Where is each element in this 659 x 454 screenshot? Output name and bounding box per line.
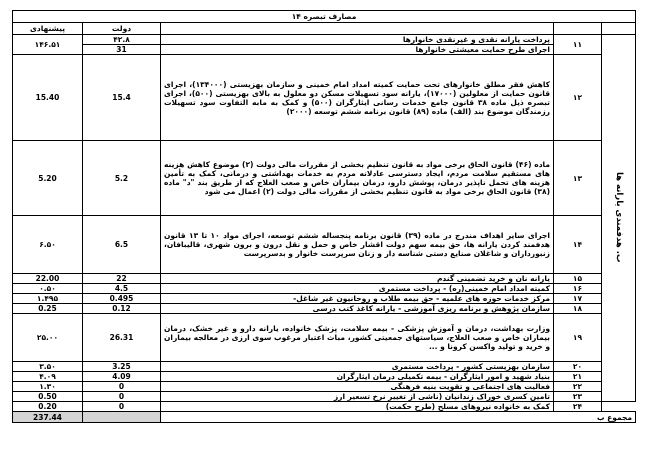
government-value: 3.25 — [83, 362, 161, 372]
proposal-value: ۴.۰۹ — [13, 372, 83, 382]
row-number: ۱۲ — [554, 55, 602, 141]
proposal-value: ۱.۴۹۵ — [13, 294, 83, 304]
government-value: ۴۲.۸ — [83, 35, 161, 45]
header-row — [13, 23, 636, 35]
government-value: 4.09 — [83, 372, 161, 382]
row-description: مرکز خدمات حوزه های علمیه - حق بیمه طلاب و روحانیون غیر شاغل- — [161, 294, 554, 304]
proposal-value: ۶.۵۰ — [13, 216, 83, 274]
government-value: 0 — [83, 402, 161, 412]
government-value: 0.495 — [83, 294, 161, 304]
row-description: کاهش فقر مطلق خانوارهای تحت حمایت کمیته امداد امام خمینی و سازمان بهزیستی (۱۳۴۰۰۰)، اجرای قانون حمایت از معلولین (۱۷۰۰۰)، یارانه سود تسهیلات مسکن دو معلول به بالای بهزیستی (۵۰۰)، اجرای تبصره ذیل ماده ۳۸ قانون جامع خدمات رسانی ایثارگران (۵۰۰) و کمک به مابه التفاوت سود تسهیلات رزمندگان موضوع بند (الف) ماده (۸۹) قانون برنامه ششم توسعه (۲۰۰۰) — [161, 55, 554, 141]
table-row — [13, 402, 636, 412]
row-description: اجرای طرح حمایت معیشتی خانوارها — [161, 45, 554, 55]
table-row — [13, 274, 636, 284]
table-row — [13, 382, 636, 392]
row-description: سازمان پژوهش و برنامه ریزی آموزشی - یارانه کاغذ کتب درسی — [161, 304, 554, 314]
header-blank — [602, 23, 636, 35]
header-blank — [554, 23, 602, 35]
header-proposal: پیشنهادی — [13, 23, 83, 35]
row-number: ۱۳ — [554, 141, 602, 216]
proposal-value: ۱۴۶.۵۱ — [13, 35, 83, 55]
table-row — [13, 216, 636, 274]
row-description: پرداخت یارانه نقدی و غیرنقدی خانوارها — [161, 35, 554, 45]
proposal-value: ۲۵.۰۰ — [13, 314, 83, 362]
table-row — [13, 284, 636, 294]
table-row — [13, 35, 636, 45]
row-number: ۱۷ — [554, 294, 602, 304]
proposal-value: ۳.۵۰ — [13, 362, 83, 372]
table-row — [13, 55, 636, 141]
government-value: 22 — [83, 274, 161, 284]
row-number: ۲۳ — [554, 392, 602, 402]
proposal-value: 0.25 — [13, 304, 83, 314]
government-value: 5.2 — [83, 141, 161, 216]
table-row — [13, 372, 636, 382]
government-value: 15.4 — [83, 55, 161, 141]
total-label: مجموع ب — [161, 412, 636, 423]
proposal-value: 15.40 — [13, 55, 83, 141]
row-description: وزارت بهداشت، درمان و آموزش پزشکی - بیمه سلامت، پزشک خانواده، یارانه دارو و غیر خشک، درمان بیماران خاص و صعب العلاج، سیاستهای جمعیتی کشور، مباث اعتبار مرغوب سوی ارزی در معالجه بیماران و خرید و تولید واکسن کرونا و ... — [161, 314, 554, 362]
government-value: 4.5 — [83, 284, 161, 294]
table-title: مصارف تبصره ۱۴ — [13, 11, 636, 23]
row-number: ۲۱ — [554, 372, 602, 382]
category-cell — [602, 35, 636, 402]
row-number: ۱۱ — [554, 35, 602, 55]
government-value: 26.31 — [83, 314, 161, 362]
row-number: ۱۶ — [554, 284, 602, 294]
table-row — [13, 314, 636, 362]
table-row — [13, 304, 636, 314]
row-number: ۱۹ — [554, 314, 602, 362]
row-description: کمیته امداد امام خمینی(ره) - پرداخت مستمری — [161, 284, 554, 294]
proposal-value: 0.50 — [13, 392, 83, 402]
row-number: ۲۲ — [554, 382, 602, 392]
row-number: ۱۵ — [554, 274, 602, 284]
proposal-value: 0.20 — [13, 402, 83, 412]
category-label: ب. هدفمندی یارانه ها — [614, 171, 625, 263]
proposal-value: ۱.۳۰ — [13, 382, 83, 392]
row-description: یارانه نان و خرید تضمینی گندم — [161, 274, 554, 284]
row-number: ۱۸ — [554, 304, 602, 314]
row-description: اجرای سایر اهداف مندرج در ماده (۳۹) قانون برنامه پنجساله ششم توسعه، اجرای مواد ۱۰ تا ۱۳ قانون هدفمند کردن یارانه ها، حق بیمه سهم دولت اقشار خاص و حمل و نقل درون و برون شهری، قالیبافان، زنبورداران و شاغلان صنایع دستی شناسه دار و زنان سرپرست خانوار و بدسرپرست — [161, 216, 554, 274]
row-number: ۲۴ — [554, 402, 602, 412]
table-row — [13, 141, 636, 216]
total-government-value — [83, 412, 161, 423]
row-number: ۲۰ — [554, 362, 602, 372]
government-value: 0 — [83, 382, 161, 392]
table-row — [13, 362, 636, 372]
row-number: ۱۴ — [554, 216, 602, 274]
table-row — [13, 294, 636, 304]
title-row — [13, 11, 636, 23]
table-row — [13, 45, 636, 55]
budget-table — [12, 10, 636, 423]
total-row — [13, 412, 636, 423]
row-description: فعالیت های اجتماعی و تقویت بنیه فرهنگی — [161, 382, 554, 392]
row-description: تامین کسری خوراک زندانیان (ناشی از تغییر نرخ تسعیر ارز — [161, 392, 554, 402]
header-government: دولت — [83, 23, 161, 35]
proposal-value: 5.20 — [13, 141, 83, 216]
government-value: 31 — [83, 45, 161, 55]
row-description: سازمان بهزیستی کشور - پرداخت مستمری — [161, 362, 554, 372]
row-description: بنیاد شهید و امور ایثارگران - بیمه تکمیلی درمان ایثارگران — [161, 372, 554, 382]
proposal-value: 22.00 — [13, 274, 83, 284]
row-description: ماده (۴۶) قانون الحاق برخی مواد به قانون تنظیم بخشی از مقررات مالی دولت (۲) موضوع کاهش هزینه های مستقیم سلامت مردم، ایجاد دسترسی عادلانه مردم به خدمات بهداشتی و درمانی، کمک به تأمین هزینه های تحمل ناپذیر درمان، پوشش دارو، درمان بیماران خاص و صعب العلاج که از طریق بند "د" ماده (۳۸) قانون الحاق برخی مواد به قانون تنظیم بخشی از مقررات مالی دولت (۲) اعمال می شود — [161, 141, 554, 216]
proposal-value: ۰.۵۰ — [13, 284, 83, 294]
header-blank — [161, 23, 554, 35]
table-row — [13, 392, 636, 402]
total-proposal-value: 237.44 — [13, 412, 83, 423]
government-value: 0 — [83, 392, 161, 402]
government-value: 0.12 — [83, 304, 161, 314]
government-value: 6.5 — [83, 216, 161, 274]
row-description: کمک به خانواده نیروهای مسلح (طرح حکمت) — [161, 402, 554, 412]
